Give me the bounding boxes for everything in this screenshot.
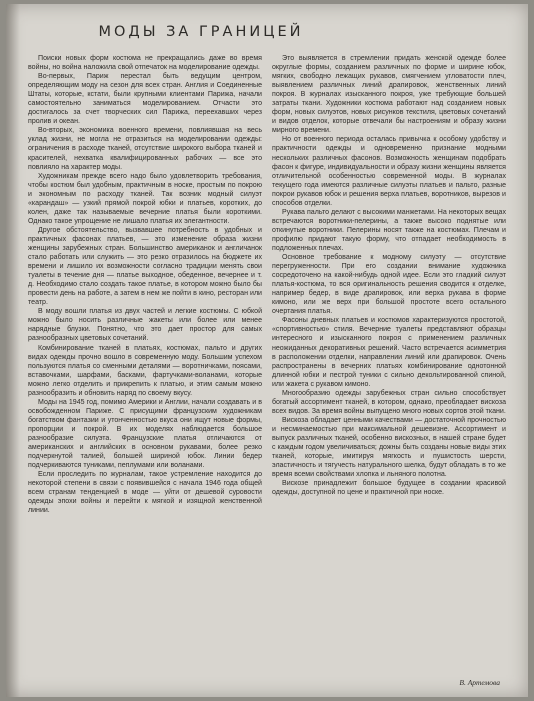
page-edge-shadow	[6, 4, 20, 697]
left-column	[28, 54, 262, 515]
paragraph: Художникам прежде всего надо было удовлетворить требования, чтобы костюм был удобным, практичным в носке, простым по покрою и экономным по расходу тканей. Так возник модный силуэт «карандаш» — узкий прямой покрой юбки и платьев, коротких, до колен, даже так называемые вечерние платья были короткими. Однако такое упрощение не лишало платья их элегантности.	[28, 172, 262, 225]
paragraph: Поиски новых форм костюма не прекращались даже во время войны, но война наложила свой отпечаток на моделирование одежды.	[28, 55, 262, 72]
paragraph: Если проследить по журналам, такое устремление находится до некоторой степени в связи с появившейся с начала 1946 года общей всем странам тенденцией в моде — уйти от дешевой суровости одежды эпохи войны и перейти к мягкой и изящной женственной линии.	[28, 471, 262, 515]
paragraph: Но от военного периода осталась привычка к особому удобству и практичности одежды и одновременно признание модными нескольких различных фасонов. Возможность женщинам подобрать фасон к фигуре, индивидуальности и образу жизни женщины является отличительной особенностью современной моды. В журналах текущего года имеются различные силуэты платьев и пальто, разные покрои рукавов юбок и решения верха платьев, воротников, вырезов и способов отделки.	[272, 136, 506, 207]
paragraph: В моду вошли платья из двух частей и легкие костюмы. С юбкой можно было носить различные жакеты или более или менее нарядные блузки. Понятно, что это дает простор для самых разнообразных цветовых сочетаний.	[28, 308, 262, 343]
paragraph: Во-первых, Париж перестал быть ведущим центром, определяющим моду на сезон для всех стран. Англия и Соединенные Штаты, которые, кстати, были крупными клиентами Парижа, начали самостоятельно заниматься моделированием. Отчасти это достигалось за счет творческих сил Парижа, переехавших через пролив и океан.	[28, 73, 262, 126]
magazine-page	[6, 4, 528, 697]
paragraph: Рукава пальто делают с высокими манжетами. На некоторых вещах встречаются воротники-пелерины, а также высоко поднятые или откинутые воротники. Пелерины носят также на костюмах. Плечам и профилю придают такую форму, что отпадает необходимость в подложенных плечах.	[272, 208, 506, 252]
article-title: МОДЫ ЗА ГРАНИЦЕЙ	[98, 23, 304, 40]
paragraph: Это выявляется в стремлении придать женской одежде более округлые формы, созданием различных по форме и ширине юбок, мягких, свободно лежащих рукавов, смягчением угловатости плеч, выявлением различных линий драпировок, женственных линий покроя. В журналах изысканного покроя, уже требующие большей затраты ткани. Художники костюма работают над созданием новых форм, новых силуэтов, новых рисунков текстиля, цветовых сочетаний и видов отделок, которые отвечали бы настроениям и образу жизни мирного времени.	[272, 55, 506, 135]
paragraph: Вискоза обладает ценными качествами — достаточной прочностью и несминаемостью при максимальной дешевизне. Ассортимент и выпуск различных тканей, особенно вискозных, в нашей стране будет с каждым годом увеличиваться; дожны быть созданы новые виды этих тканей, которые, имитируя мягкость и пушистость шерсти, эластичность и тягучесть натурального шелка, будут обладать в то же время всеми свойствами хлопка и льняного полотна.	[272, 416, 506, 479]
right-column	[272, 54, 506, 497]
paragraph: Вискозе принадлежит большое будущее в создании красивой одежды, доступной по цене и практичной при носке.	[272, 480, 506, 497]
paragraph: Комбинирование тканей в платьях, костюмах, пальто и других видах одежды прочно вошло в современную моду. Большим успехом пользуются платья со сменными деталями — воротничками, поясами, вставочками, шарфами, басками, фартучками-воланами, которые можно легко отделить и прикрепить к платью, и этим самым можно разнообразить и обновить наряд по своему вкусу.	[28, 344, 262, 397]
paragraph: Основное требование к модному силуэту — отсутствие перегруженности. При его создании внимание художника сосредоточено на какой-нибудь одной идее. Если это гладкий силуэт платья-костюма, то вся оригинальность решения сводится к отделке, например бедер, в виде драпировок, или верха рукава в форме кимоно, или же верх при большой простоте всего остального очертания платья.	[272, 254, 506, 316]
paragraph: Фасоны дневных платьев и костюмов характеризуются простотой, «спортивностью» стиля. Вечерние туалеты представляют образцы интересного и изысканного покроя с применением различных неожиданных декоративных решений. Часто встречается асимметрия в расположении отделки, направлении линий или драпировок. Очень распространены в вечерних платьях комбинирование однотонной длинной юбки и пестрой туники с сильно декольтированной спиной, или жакета с рукавом кимоно.	[272, 317, 506, 388]
paragraph: Многообразию одежды зарубежных стран сильно способствует богатый ассортимент тканей, в котором, однако, преобладает вискоза всех видов. За время войны выпущено много новых сортов этой ткани.	[272, 389, 506, 415]
paragraph: Во-вторых, экономика военного времени, повлиявшая на весь уклад жизни, не могла не отразиться на моделировании одежды: ограничения в расходе тканей, отсутствие широкого выбора тканей и красителей, нехватка квалифицированных рабочих — все это повлияло на характер моды.	[28, 127, 262, 171]
paragraph: Моды на 1945 год, помимо Америки и Англии, начали создавать и в освобожденном Париже. С присущими французским художникам богатством фантазии и утонченностью вкуса они ищут новые формы, пропорции и покрой. В их моделях наблюдается большое разнообразие силуэта. Французские платья отличаются от американских и английских в основном рукавами, более резко подчеркнутой талией, большей шириной юбок. Линии бедер подчеркиваются туниками, пеплумами или воланами.	[28, 398, 262, 470]
paragraph: Другое обстоятельство, вызвавшее потребность в удобных и практичных фасонах платьев, — это изменение образа жизни женщины зарубежных стран. Большинство американок и англичанок стало работать или служить — это резко отразилось на бюджете их времени и лишило их возможности согласно традиции менять свои туалеты в течение дня — платье выходное, обеденное, вечернее и т. д. Необходимо стало создать такое платье, в котором можно было бы провести день на работе, а затем в нем же пойти в кино, ресторан или театр.	[28, 226, 262, 307]
author-signature: В. Артемова	[459, 678, 500, 687]
